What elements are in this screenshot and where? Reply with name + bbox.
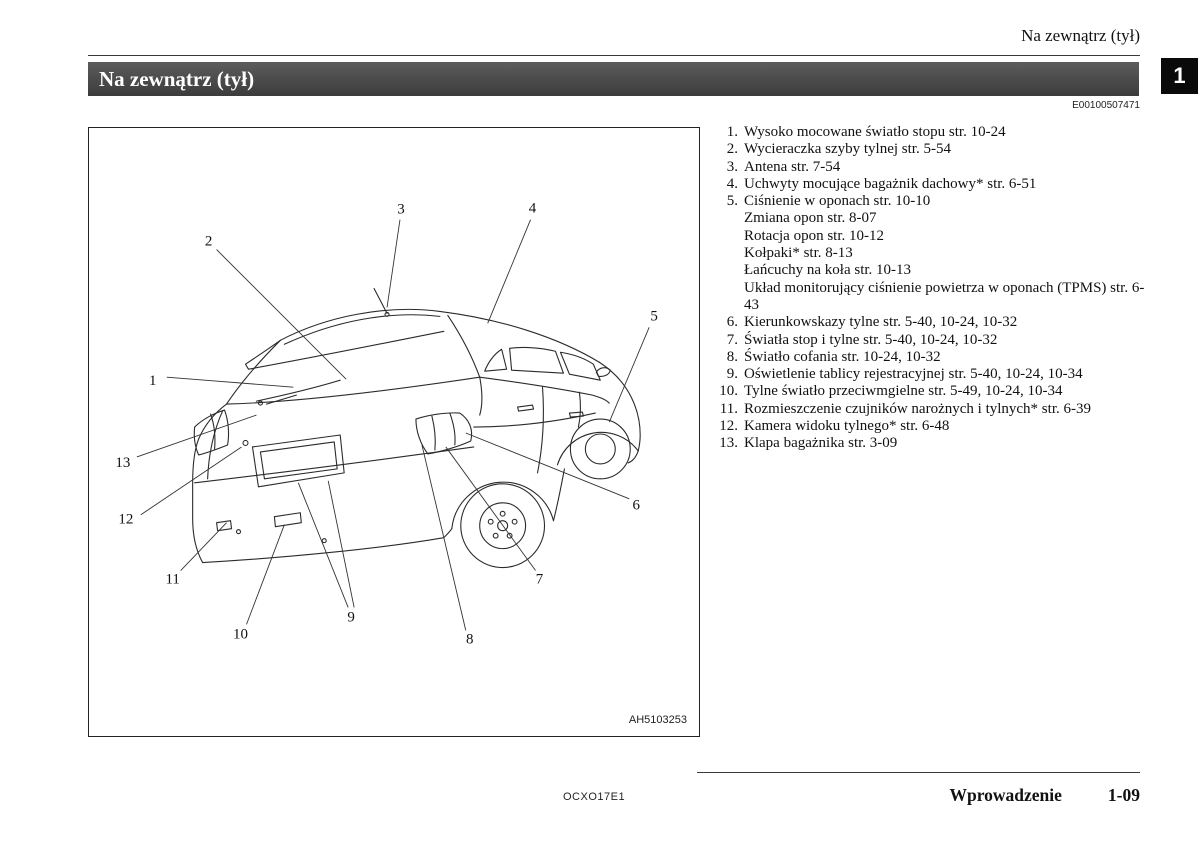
callout-line [387, 220, 400, 308]
callout-line [298, 483, 348, 608]
legend-item-text: Tylne światło przeciwmgielne str. 5-49, 10-24, 10-34 [744, 383, 1063, 400]
legend-item [714, 435, 1146, 452]
footer-document-code: OCXO17E1 [563, 791, 626, 803]
footer-rule [697, 772, 1140, 773]
legend-list [714, 124, 1146, 453]
document-code: E00100507471 [1072, 100, 1140, 111]
legend-item-number: 7. [726, 331, 738, 348]
callout-label: 2 [204, 233, 213, 250]
callout-label: 8 [466, 631, 474, 648]
running-header-title: Na zewnątrz (tył) [1021, 26, 1140, 45]
car-rear-drawing [193, 288, 641, 567]
legend-item-number: 4. [726, 175, 738, 192]
callout-label: 7 [535, 571, 544, 588]
callout-label: 11 [165, 571, 180, 588]
callout-line [422, 445, 466, 630]
callout-line [446, 447, 536, 571]
callout-label: 13 [115, 454, 131, 471]
figure-box [88, 127, 700, 737]
legend-item-text: Wycieraczka szyby tylnej str. 5-54 [744, 141, 951, 158]
legend-item-text: Wysoko mocowane światło stopu str. 10-24 [744, 124, 1006, 140]
legend-item [714, 141, 1146, 158]
legend-item-number: 8. [726, 348, 738, 365]
chapter-number-tab [1161, 58, 1198, 94]
callout-line [328, 481, 354, 608]
callout-line [181, 523, 227, 571]
legend-item [714, 176, 1146, 193]
legend-item-number: 3. [726, 158, 738, 175]
callout-label: 1 [149, 373, 157, 390]
footer [949, 785, 1140, 806]
legend-item-text: Światła stop i tylne str. 5-40, 10-24, 10-32 [744, 331, 998, 348]
header-rule [88, 55, 1140, 56]
callout-line [466, 433, 629, 499]
legend-item-number: 1. [726, 124, 738, 140]
chapter-number: 1 [1173, 63, 1186, 88]
legend-item-text: Kamera widoku tylnego* str. 6-48 [744, 418, 950, 435]
callout-line [167, 377, 294, 387]
callout-label: 6 [632, 497, 640, 514]
legend-item-text: Antena str. 7-54 [744, 158, 841, 175]
callout-line [217, 250, 347, 380]
legend-item [714, 418, 1146, 435]
legend-item-number: 11. [719, 400, 738, 417]
figure-code: AH5103253 [628, 714, 687, 726]
legend-item-number: 12. [719, 418, 738, 435]
legend-item-number: 10. [719, 383, 738, 400]
callout-label: 5 [650, 308, 658, 325]
section-banner-title: Na zewnątrz (tył) [99, 67, 255, 91]
legend-item [714, 314, 1146, 331]
legend-item [714, 159, 1146, 176]
legend-item-text: Kierunkowskazy tylne str. 5-40, 10-24, 10-32 [744, 314, 1018, 331]
legend-item-number: 5. [726, 193, 738, 210]
footer-section-title: Wprowadzenie [949, 785, 1062, 805]
legend-item [714, 349, 1146, 366]
legend-item-text: Rozmieszczenie czujników narożnych i tylnych* str. 6-39 [744, 400, 1091, 417]
callout-label: 12 [118, 511, 134, 528]
callout-line [141, 447, 242, 515]
legend-item-number: 13. [719, 435, 738, 452]
callout-label: 3 [397, 201, 405, 218]
callout-line [488, 220, 531, 324]
section-banner [88, 62, 1139, 96]
callout-label: 9 [347, 609, 355, 626]
legend-item-text: Oświetlenie tablicy rejestracyjnej str. 5-40, 10-24, 10-34 [744, 366, 1083, 383]
legend-item [714, 124, 1146, 141]
legend-item [714, 383, 1146, 400]
callout-label: 4 [528, 200, 537, 217]
legend-item-text: Klapa bagażnika str. 3-09 [744, 435, 898, 452]
figure-svg [89, 128, 699, 736]
legend-item [714, 401, 1146, 418]
legend-item-text: Ciśnienie w oponach str. 10-10 Zmiana opon str. 8-07 Rotacja opon str. 10-12 Kołpaki* str. 8-13 Łańcuchy na koła str. 10-13 Układ monitorujący ciśnienie powietrza w oponach (TPMS) str. 6-43 [744, 193, 1145, 313]
legend-item-text: Światło cofania str. 10-24, 10-32 [744, 348, 941, 365]
legend-item-number: 6. [726, 314, 738, 331]
legend-item-number: 2. [726, 141, 738, 158]
callout-label: 10 [233, 626, 248, 643]
legend-item [714, 332, 1146, 349]
legend-item-text: Uchwyty mocujące bagażnik dachowy* str. 6-51 [744, 175, 1037, 192]
callout-line [246, 525, 284, 625]
legend-item-number: 9. [726, 366, 738, 383]
legend-item [714, 366, 1146, 383]
legend-item [714, 193, 1146, 314]
footer-page-number: 1-09 [1107, 785, 1140, 805]
